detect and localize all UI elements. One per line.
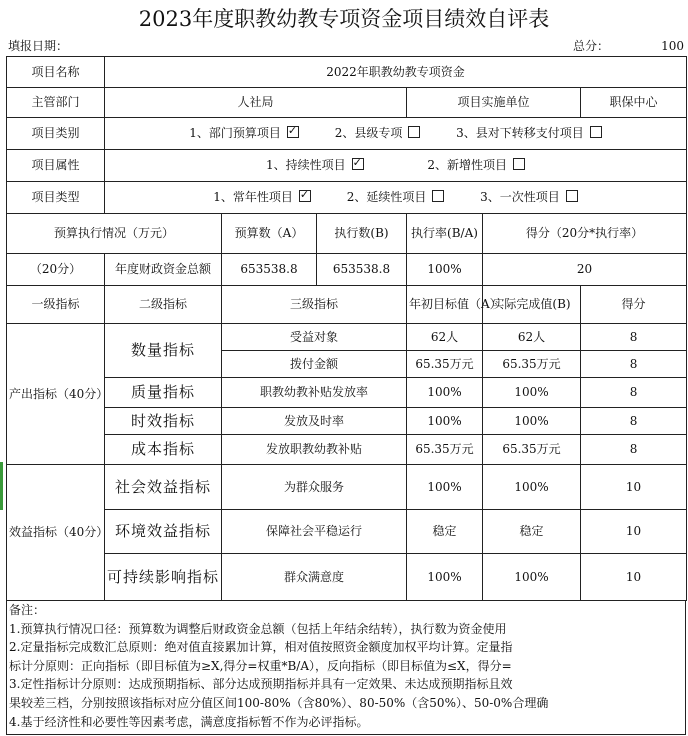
indicator-target[interactable]: 100%	[407, 554, 483, 601]
budget-amount[interactable]: 653538.8	[222, 254, 317, 286]
category-options	[105, 118, 687, 150]
indicator-actual[interactable]: 65.35万元	[483, 435, 581, 465]
budget-label: 预算执行情况（万元）	[7, 214, 222, 254]
note-line: 标计分原则：正向指标（即目标值为≥X,得分=权重*B/A），反向指标（即目标值为≤X，得分=	[9, 658, 512, 673]
table-row	[7, 408, 687, 435]
indicator-name: 为群众服务	[222, 465, 407, 510]
dept-label: 主管部门	[7, 88, 105, 118]
indicator-score[interactable]: 10	[581, 465, 687, 510]
attribute-option-text: 1、持续性项目	[265, 158, 346, 172]
indicator-score[interactable]: 8	[581, 408, 687, 435]
type-option-text: 1、常年性项目	[213, 190, 293, 204]
category-row	[7, 118, 687, 150]
budget-col-exec: 执行数(B)	[317, 214, 407, 254]
impl-unit-label: 项目实施单位	[407, 88, 581, 118]
header-score: 得分	[581, 286, 687, 324]
checkbox-checked-icon[interactable]	[287, 126, 299, 138]
table-row	[7, 554, 687, 601]
attribute-option-text: 2、新增性项目	[427, 158, 508, 172]
type-option-text: 2、延续性项目	[346, 190, 427, 204]
output-indicator-label: 产出指标（40分）	[7, 324, 105, 465]
indicator-target[interactable]: 62人	[407, 324, 483, 351]
budget-score[interactable]: 20	[483, 254, 687, 286]
table-row	[7, 465, 687, 510]
attribute-row	[7, 150, 687, 182]
category-label: 项目类别	[7, 118, 105, 150]
indicator-target[interactable]: 65.35万元	[407, 435, 483, 465]
indicator-name: 保障社会平稳运行	[222, 510, 407, 554]
cost-indicator-label: 成本指标	[105, 435, 222, 465]
table-row	[7, 378, 687, 408]
indicator-name: 受益对象	[222, 324, 407, 351]
checkbox-checked-icon[interactable]	[299, 190, 311, 202]
indicator-score[interactable]: 10	[581, 510, 687, 554]
indicator-actual[interactable]: 稳定	[483, 510, 581, 554]
header-level2: 二级指标	[105, 286, 222, 324]
evaluation-table	[6, 56, 687, 601]
category-option-text: 2、县级专项	[334, 126, 403, 140]
note-line: 4.基于经济性和必要性等因素考虑，满意度指标暂不作为必评指标。	[9, 714, 369, 729]
header-level3: 三级指标	[222, 286, 407, 324]
timeliness-indicator-label: 时效指标	[105, 408, 222, 435]
checkbox-empty-icon[interactable]	[513, 158, 525, 170]
attribute-options	[105, 150, 687, 182]
total-score-value: 100	[661, 39, 684, 53]
note-line: 3.定性指标计分原则：达成预期指标、部分达成预期指标并具有一定效果、未达成预期指标且效	[9, 677, 513, 692]
indicator-actual[interactable]: 100%	[483, 408, 581, 435]
checkbox-checked-icon[interactable]	[352, 158, 364, 170]
indicator-target[interactable]: 稳定	[407, 510, 483, 554]
exec-rate[interactable]: 100%	[407, 254, 483, 286]
notes-section	[6, 601, 686, 735]
indicator-score[interactable]: 8	[581, 351, 687, 378]
indicator-actual[interactable]: 62人	[483, 324, 581, 351]
type-label: 项目类型	[7, 182, 105, 214]
quantity-indicator-label: 数量指标	[105, 324, 222, 378]
impl-unit-value[interactable]: 职保中心	[581, 88, 687, 118]
header-actual: 实际完成值(B)	[483, 286, 581, 324]
table-row	[7, 435, 687, 465]
note-line: 果较差三档，分别按照该指标对应分值区间100-80%（含80%）、80-50%（含50%）、50-0%合理确	[9, 695, 549, 710]
budget-col-score: 得分（20分*执行率）	[483, 214, 687, 254]
dept-value[interactable]: 人社局	[105, 88, 407, 118]
table-row	[7, 510, 687, 554]
header-target: 年初目标值（A）	[407, 286, 483, 324]
note-line: 2.定量指标完成数汇总原则：绝对值直接累加计算，相对值按照资金额度加权平均计算。定量指	[9, 640, 513, 655]
social-benefit-label: 社会效益指标	[105, 465, 222, 510]
indicator-actual[interactable]: 100%	[483, 554, 581, 601]
type-option-text: 3、一次性项目	[480, 190, 560, 204]
indicator-name: 发放及时率	[222, 408, 407, 435]
indicator-target[interactable]: 100%	[407, 465, 483, 510]
budget-row-label: 年度财政资金总额	[105, 254, 222, 286]
fill-date-label: 填报日期：	[8, 39, 69, 53]
checkbox-empty-icon[interactable]	[432, 190, 444, 202]
row-selection-marker	[0, 462, 3, 510]
category-option-text: 3、县对下转移支付项目	[456, 126, 584, 140]
indicator-name: 职教幼教补贴发放率	[222, 378, 407, 408]
indicator-target[interactable]: 65.35万元	[407, 351, 483, 378]
indicator-target[interactable]: 100%	[407, 408, 483, 435]
checkbox-empty-icon[interactable]	[566, 190, 578, 202]
indicator-actual[interactable]: 65.35万元	[483, 351, 581, 378]
project-name-label: 项目名称	[7, 57, 105, 88]
indicator-score[interactable]: 8	[581, 435, 687, 465]
indicator-target[interactable]: 100%	[407, 378, 483, 408]
notes-label: 备注：	[9, 603, 46, 617]
indicator-name: 拨付金额	[222, 351, 407, 378]
department-row	[7, 88, 687, 118]
budget-value-row	[7, 254, 687, 286]
project-name-row	[7, 57, 687, 88]
type-row	[7, 182, 687, 214]
budget-score-label: （20分）	[7, 254, 105, 286]
budget-col-rate: 执行率(B/A)	[407, 214, 483, 254]
indicator-actual[interactable]: 100%	[483, 378, 581, 408]
type-options	[105, 182, 687, 214]
indicator-score[interactable]: 10	[581, 554, 687, 601]
table-row	[7, 324, 687, 351]
budget-col-budget: 预算数（A）	[222, 214, 317, 254]
sustainability-label: 可持续影响指标	[105, 554, 222, 601]
attribute-label: 项目属性	[7, 150, 105, 182]
checkbox-empty-icon[interactable]	[590, 126, 602, 138]
indicator-score[interactable]: 8	[581, 324, 687, 351]
project-name-value[interactable]: 2022年职教幼教专项资金	[105, 57, 687, 88]
indicator-score[interactable]: 8	[581, 378, 687, 408]
indicator-header-row	[7, 286, 687, 324]
indicator-name: 群众满意度	[222, 554, 407, 601]
indicator-name: 发放职教幼教补贴	[222, 435, 407, 465]
note-line: 1.预算执行情况口径：预算数为调整后财政资金总额（包括上年结余结转），执行数为资金使用	[9, 621, 507, 636]
benefit-indicator-label: 效益指标（40分）	[7, 465, 105, 601]
header-level1: 一级指标	[7, 286, 105, 324]
page-title: 2023年度职教幼教专项资金项目绩效自评表	[138, 7, 550, 31]
budget-header-row	[7, 214, 687, 254]
environment-benefit-label: 环境效益指标	[105, 510, 222, 554]
total-score-label: 总分：	[573, 39, 610, 53]
indicator-actual[interactable]: 100%	[483, 465, 581, 510]
quality-indicator-label: 质量指标	[105, 378, 222, 408]
category-option-text: 1、部门预算项目	[189, 126, 281, 140]
checkbox-empty-icon[interactable]	[408, 126, 420, 138]
exec-amount[interactable]: 653538.8	[317, 254, 407, 286]
